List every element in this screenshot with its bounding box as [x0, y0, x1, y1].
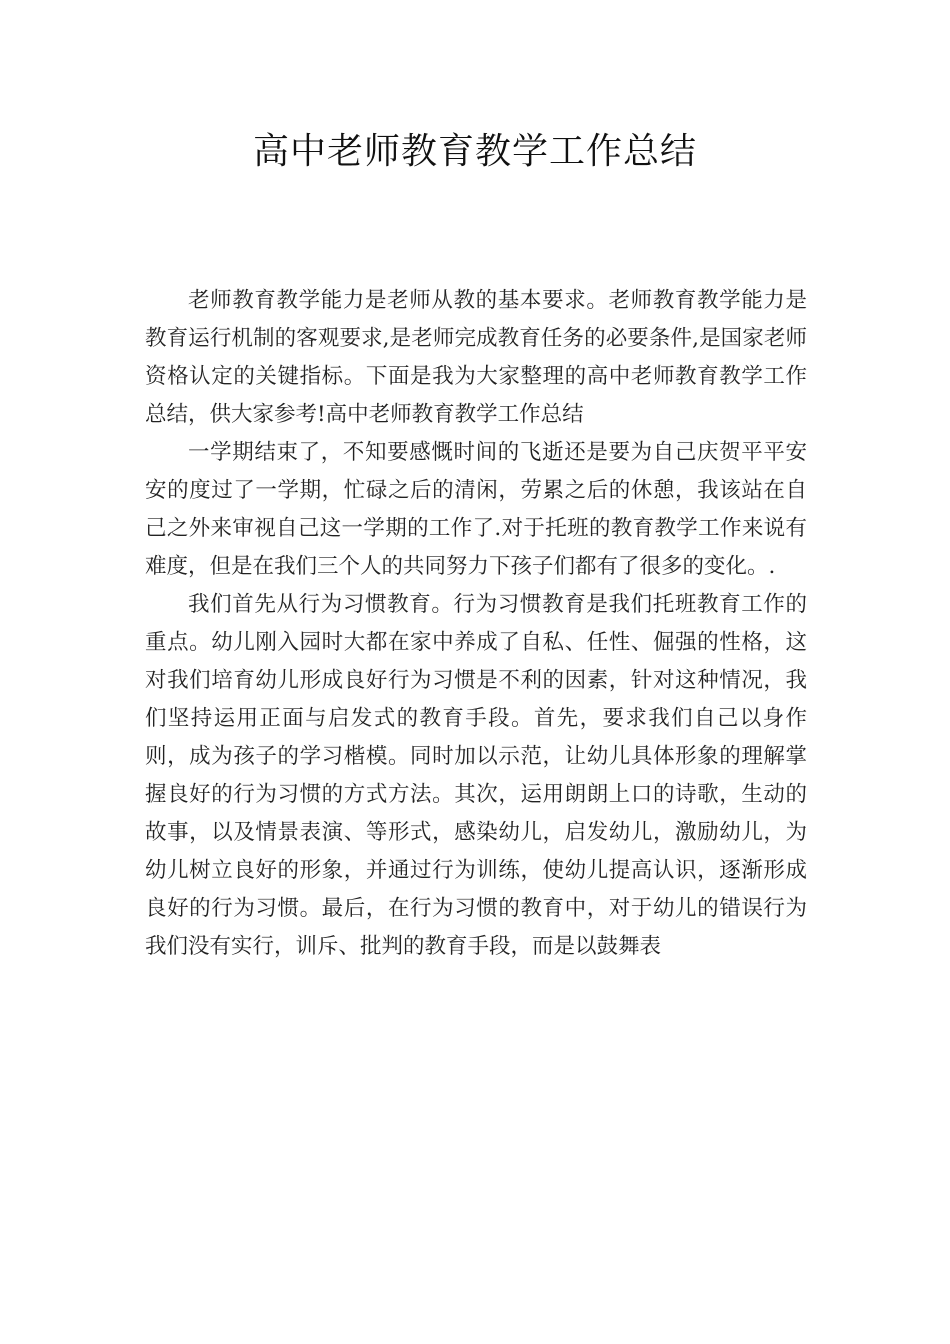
paragraph-intro: 老师教育教学能力是老师从教的基本要求。老师教育教学能力是教育运行机制的客观要求,是老师完成教育任务的必要条件,是国家老师资格认定的关键指标。下面是我为大家整理的高中老师教育教学工作总结，供大家参考!高中老师教育教学工作总结 — [145, 288, 807, 427]
paragraph-semester-summary: 一学期结束了，不知要感慨时间的飞逝还是要为自己庆贺平平安安的度过了一学期，忙碌之后的清闲，劳累之后的休憩，我该站在自己之外来审视自己这一学期的工作了.对于托班的教育教学工作来说有难度，但是在我们三个人的共同努力下孩子们都有了很多的变化。. — [145, 440, 807, 579]
document-body — [145, 282, 807, 966]
document-title: 高中老师教育教学工作总结 — [252, 131, 697, 172]
paragraph-behavior-habits: 我们首先从行为习惯教育。行为习惯教育是我们托班教育工作的重点。幼儿刚入园时大都在家中养成了自私、任性、倔强的性格，这对我们培育幼儿形成良好行为习惯是不利的因素，针对这种情况，我们坚持运用正面与启发式的教育手段。首先，要求我们自己以身作则，成为孩子的学习楷模。同时加以示范，让幼儿具体形象的理解掌握良好的行为习惯的方式方法。其次，运用朗朗上口的诗歌，生动的故事，以及情景表演、等形式，感染幼儿，启发幼儿，激励幼儿，为幼儿树立良好的形象，并通过行为训练，使幼儿提高认识，逐渐形成良好的行为习惯。最后，在行为习惯的教育中，对于幼儿的错误行为我们没有实行，训斥、批判的教育手段，而是以鼓舞表 — [145, 592, 807, 959]
